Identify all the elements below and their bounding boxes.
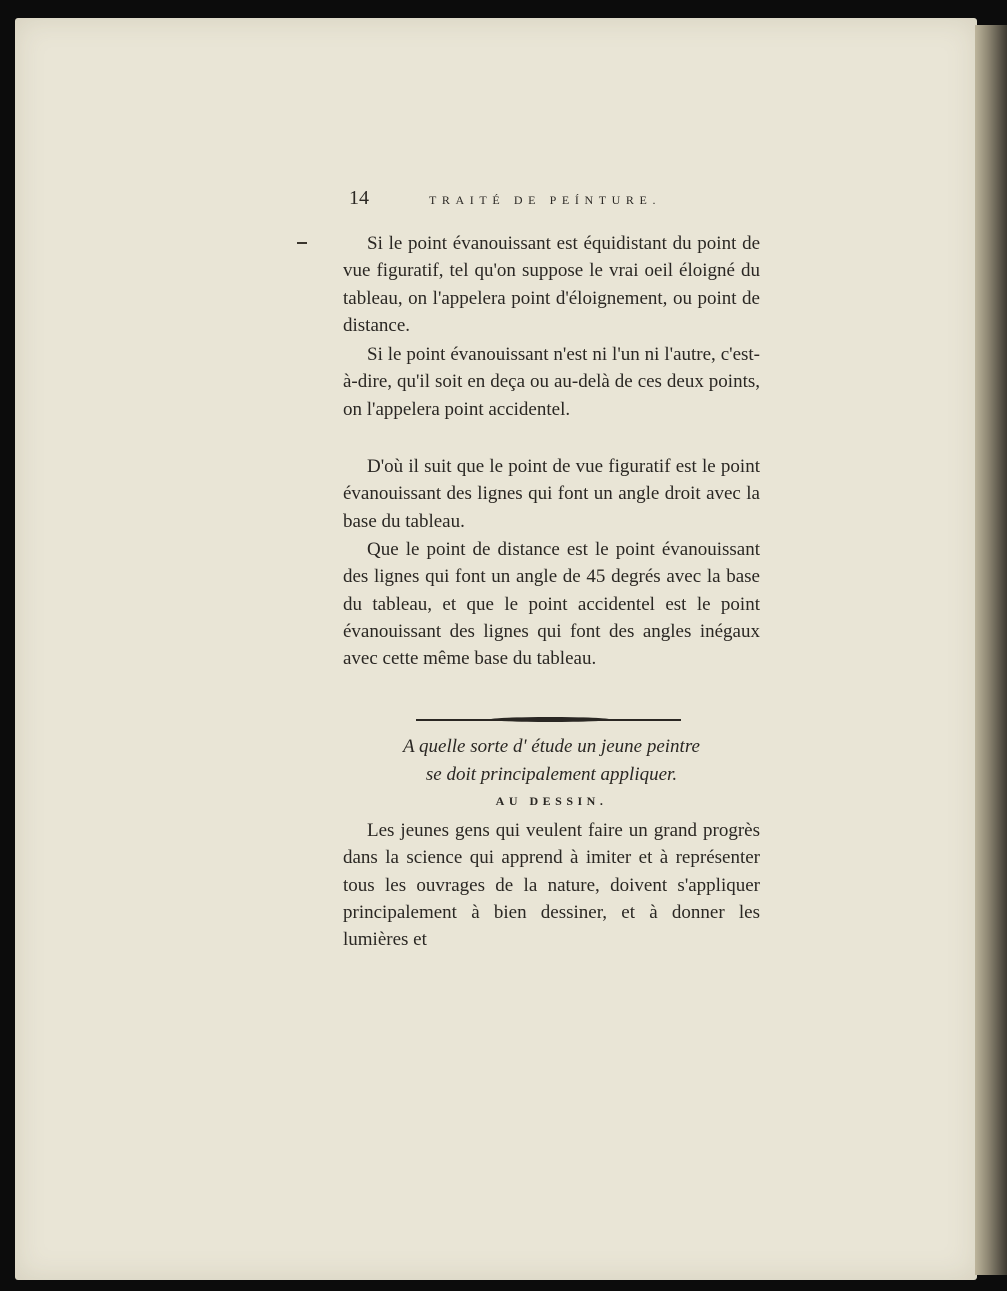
- page-edge: [975, 25, 1007, 1275]
- section-heading-line-2: se doit principalement appliquer.: [425, 764, 678, 785]
- page-header: [349, 187, 759, 211]
- page-number: 14: [349, 187, 369, 209]
- section-subheading: AU DESSIN.: [495, 794, 608, 808]
- running-title: TRAITÉ DE PEÍNTURE.: [429, 193, 662, 207]
- paragraph-drawing: Les jeunes gens qui veulent faire un grand progrès dans la science qui apprend à imiter et à représenter tous les ouvrages de la nature, doivent s'appliquer principalement à bien dessiner, et à donner les lumières et: [343, 820, 760, 951]
- margin-mark: [297, 242, 307, 244]
- paragraph-distance-lines: Que le point de distance est le point évanouissant des lignes qui font un angle de 45 degrés avec la base du tableau, et que le point accidentel est le point évanouissant des lignes qui font des angles inégaux avec cette même base du tableau.: [343, 539, 760, 670]
- section-divider-ornament: [490, 717, 610, 722]
- paragraph-accidental-point: Si le point évanouissant n'est ni l'un ni l'autre, c'est-à-dire, qu'il soit en deça ou au-delà de ces deux points, on l'appelera point accidentel.: [343, 344, 760, 420]
- paragraph-consequence: D'où il suit que le point de vue figuratif est le point évanouissant des lignes qui font un angle droit avec la base du tableau.: [343, 456, 760, 532]
- section-heading-line-1: A quelle sorte d' étude un jeune peintre: [403, 736, 700, 757]
- paragraph-distance-point: Si le point évanouissant est équidistant du point de vue figuratif, tel qu'on suppose le vrai oeil éloigné du tableau, on l'appelera point d'éloignement, ou point de distance.: [343, 233, 760, 336]
